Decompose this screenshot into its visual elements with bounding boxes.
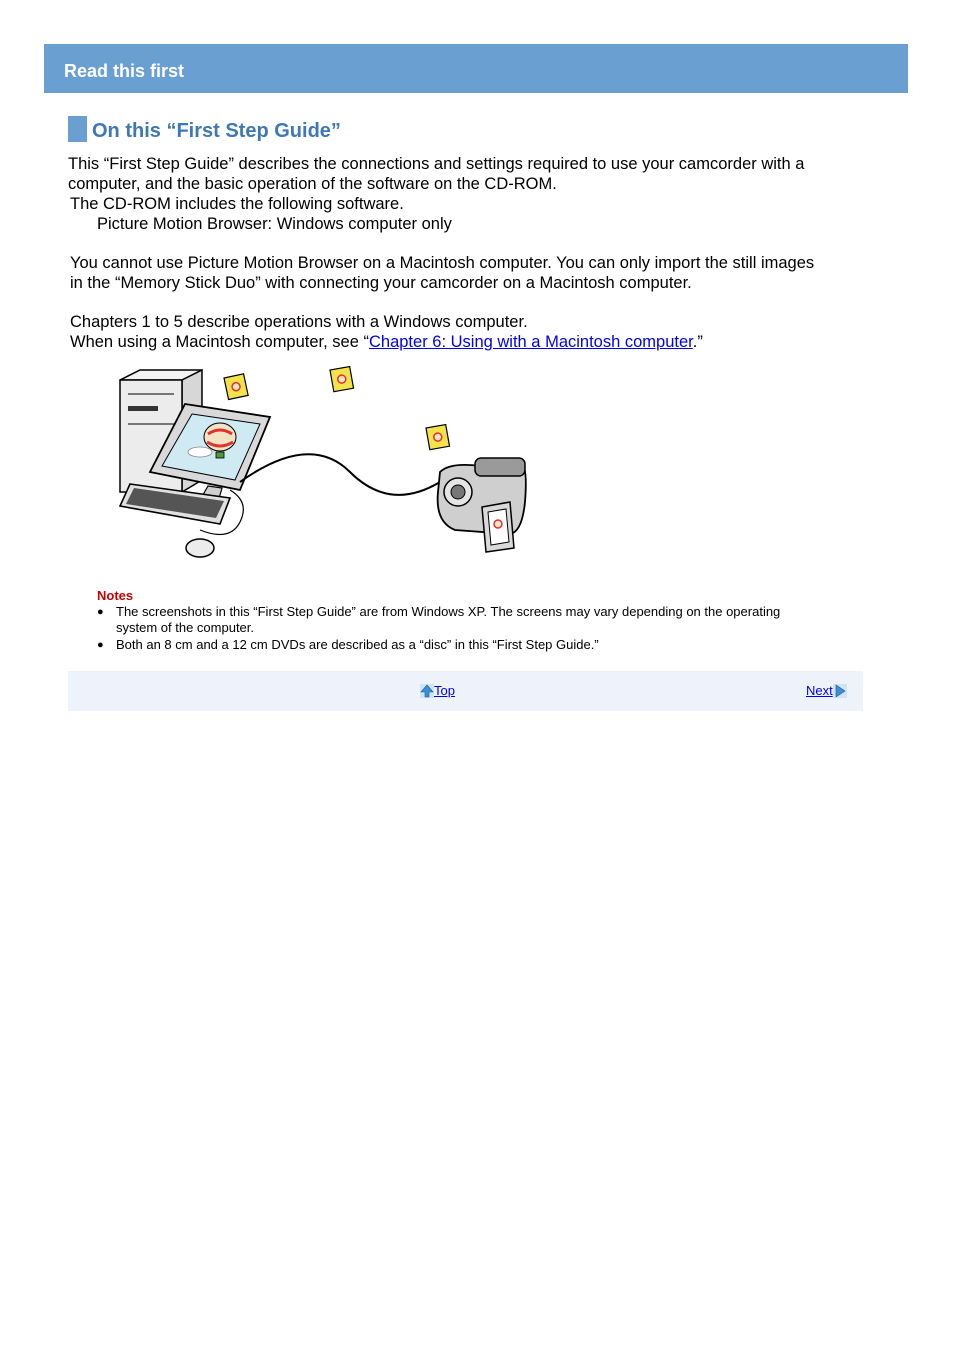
- macintosh-chapter-link[interactable]: Chapter 6: Using with a Macintosh computer: [368, 333, 693, 351]
- computer-camcorder-illustration: [110, 362, 535, 567]
- up-arrow-icon: [420, 684, 434, 698]
- camcorder-icon: [438, 458, 526, 552]
- intro-line-1: This “First Step Guide” describes the connections and settings required to use your camcorder with a: [68, 155, 805, 173]
- note-text-line: system of the computer.: [116, 620, 255, 635]
- software-item: Picture Motion Browser: Windows computer only: [97, 215, 452, 233]
- next-link-label: Next: [806, 683, 833, 698]
- notes-title: Notes: [97, 588, 134, 603]
- mouse-icon: [186, 539, 214, 557]
- note-item: [97, 604, 857, 638]
- intro-line-2: computer, and the basic operation of the software on the CD-ROM.: [68, 175, 557, 193]
- photo-folder-icon: [426, 425, 450, 450]
- section-title: On this “First Step Guide”: [92, 120, 341, 142]
- mac-line-1: You cannot use Picture Motion Browser on a Macintosh computer. You can only import the still images: [70, 254, 815, 272]
- note-bullet: ●: [97, 639, 104, 651]
- top-link-label: Top: [434, 683, 455, 698]
- section-marker: [68, 116, 87, 142]
- note-item: [97, 637, 857, 653]
- note-text-line: Both an 8 cm and a 12 cm DVDs are described as a “disc” in this “First Step Guide.”: [116, 637, 599, 652]
- note-text-line: The screenshots in this “First Step Guide” are from Windows XP. The screens may vary depending on the operating: [116, 604, 781, 619]
- nav-bar: [68, 671, 863, 711]
- chapters-line: Chapters 1 to 5 describe operations with a Windows computer.: [70, 313, 528, 331]
- top-link[interactable]: [420, 683, 455, 699]
- mac-line-2: in the “Memory Stick Duo” with connecting your camcorder on a Macintosh computer.: [70, 274, 692, 292]
- next-arrow-icon: [833, 684, 847, 698]
- note-bullet: ●: [97, 606, 104, 618]
- photo-folder-icon: [224, 374, 248, 400]
- next-link[interactable]: [806, 683, 847, 699]
- header-title: Read this first: [64, 61, 185, 81]
- see-line: [70, 332, 703, 352]
- see-suffix: .”: [692, 333, 703, 351]
- see-prefix: When using a Macintosh computer, see “: [70, 333, 369, 351]
- note-text: [116, 604, 856, 636]
- cdrom-line: The CD-ROM includes the following software.: [70, 195, 404, 213]
- photo-folder-icon: [330, 367, 354, 392]
- note-text: [116, 637, 856, 653]
- header-bar: [44, 44, 908, 93]
